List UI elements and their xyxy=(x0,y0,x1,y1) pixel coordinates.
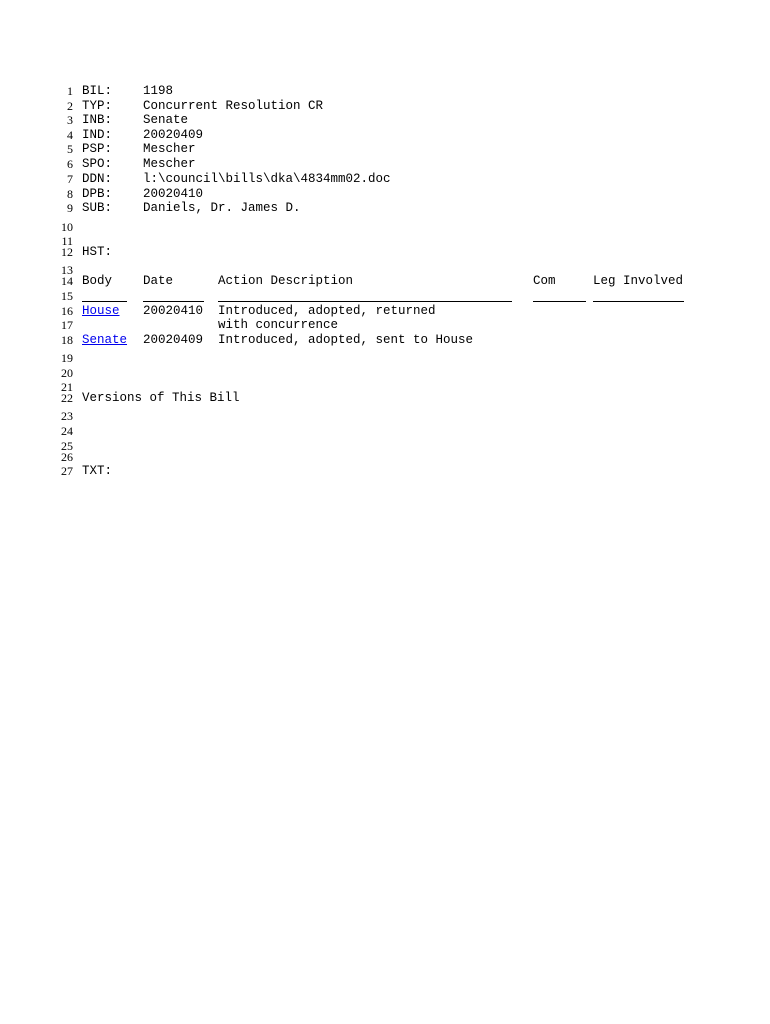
line-number: 25 xyxy=(61,439,73,453)
line-number: 27 xyxy=(61,464,73,478)
field-label: IND: xyxy=(82,128,113,142)
field-label: SUB: xyxy=(82,201,113,215)
line-number: 1 xyxy=(67,84,73,98)
header-underline xyxy=(218,301,512,302)
line-number: 11 xyxy=(61,234,73,248)
versions-heading: Versions of This Bill xyxy=(82,391,240,405)
line-number: 5 xyxy=(67,142,73,156)
line-number: 16 xyxy=(61,304,73,318)
history-label: HST: xyxy=(82,245,113,259)
sponsors-value: Mescher xyxy=(143,157,196,171)
line-number: 6 xyxy=(67,157,73,171)
line-number: 13 xyxy=(61,263,73,277)
line-number: 19 xyxy=(61,351,73,365)
subject-value: Daniels, Dr. James D. xyxy=(143,201,301,215)
header-action: Action Description xyxy=(218,274,354,288)
line-number: 26 xyxy=(61,450,73,464)
field-label: SPO: xyxy=(82,157,113,171)
history-date: 20020409 xyxy=(143,333,204,347)
history-action: Introduced, adopted, sent to House xyxy=(218,333,474,347)
document-path-value: l:\council\bills\dka\4834mm02.doc xyxy=(143,172,391,186)
senate-link[interactable]: Senate xyxy=(82,333,128,347)
line-number: 7 xyxy=(67,172,73,186)
field-label: INB: xyxy=(82,113,113,127)
header-underline xyxy=(533,301,586,302)
header-underline xyxy=(82,301,127,302)
line-number: 15 xyxy=(61,289,73,303)
header-date: Date xyxy=(143,274,174,288)
introduced-body-value: Senate xyxy=(143,113,189,127)
primary-sponsor-value: Mescher xyxy=(143,142,196,156)
field-label: DDN: xyxy=(82,172,113,186)
introduced-date-value: 20020409 xyxy=(143,128,204,142)
history-action: with concurrence xyxy=(218,318,339,332)
field-label: TYP: xyxy=(82,99,113,113)
line-number: 10 xyxy=(61,220,73,234)
line-number: 18 xyxy=(61,333,73,347)
header-com: Com xyxy=(533,274,556,288)
line-number: 23 xyxy=(61,409,73,423)
field-label: DPB: xyxy=(82,187,113,201)
line-number: 12 xyxy=(61,245,73,259)
line-number: 20 xyxy=(61,366,73,380)
house-link[interactable]: House xyxy=(82,304,120,318)
history-date: 20020410 xyxy=(143,304,204,318)
header-leg: Leg Involved xyxy=(593,274,684,288)
line-number: 2 xyxy=(67,99,73,113)
bill-type-value: Concurrent Resolution CR xyxy=(143,99,324,113)
field-label: PSP: xyxy=(82,142,113,156)
header-underline xyxy=(593,301,684,302)
line-number: 22 xyxy=(61,391,73,405)
line-number: 4 xyxy=(67,128,73,142)
line-number: 21 xyxy=(61,380,73,394)
bill-number-value: 1198 xyxy=(143,84,174,98)
header-body: Body xyxy=(82,274,113,288)
line-number: 17 xyxy=(61,318,73,332)
date-printed-value: 20020410 xyxy=(143,187,204,201)
text-label: TXT: xyxy=(82,464,113,478)
header-underline xyxy=(143,301,204,302)
line-number: 9 xyxy=(67,201,73,215)
field-label: BIL: xyxy=(82,84,113,98)
line-number: 3 xyxy=(67,113,73,127)
line-number: 24 xyxy=(61,424,73,438)
line-number: 14 xyxy=(61,274,73,288)
line-number: 8 xyxy=(67,187,73,201)
history-action: Introduced, adopted, returned xyxy=(218,304,436,318)
